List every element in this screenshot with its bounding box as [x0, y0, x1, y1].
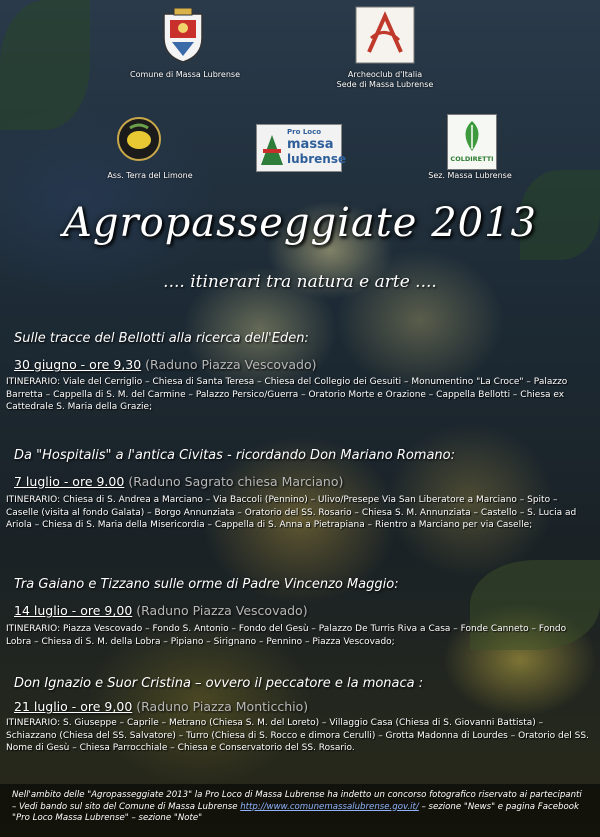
section-2-itinerary: ITINERARIO: Chiesa di S. Andrea a Marciano – Via Baccoli (Pennino) – Ulivo/Presepe Via San Liberatore a Marciano – Spito – Caselle (visita al fondo Galata) – Borgo Annunziata – Oratorio del SS. Rosario – Chiesa S. M. Annunziata – Castello – S. Lucia ad Ariola – Chiesa di S. Maria della Misericordia – Cappella di S. Anna a Pietrapiana – Rientro a Marciano per via Caselle; — [6, 495, 577, 531]
section-2-date: 7 luglio - ore 9.00 — [14, 474, 125, 489]
poster-subtitle: .... itinerari tra natura e arte .... — [163, 272, 437, 292]
footer-notice — [0, 784, 600, 837]
leaf-decoration — [0, 0, 90, 130]
archeoclub-label — [300, 70, 470, 90]
coldiretti-leaf-icon — [457, 119, 487, 153]
section-3-title: Tra Gaiano e Tizzano sulle orme di Padre Vincenzo Maggio: — [14, 577, 399, 592]
coldiretti-logo — [447, 114, 497, 170]
section-3-itinerary: ITINERARIO: Piazza Vescovado – Fondo S. Antonio – Fondo del Gesù – Palazzo De Turris Riva a Casa – Fonde Canneto – Fondo Lobra – Chiesa di S. M. della Lobra – Pipiano – Sirignano – Pennino – Piazza Vescovado; — [6, 624, 567, 647]
section-3-date-line — [14, 603, 308, 618]
footer-text-2: – sezione "News" e pagina Facebook "Pro Loco Massa Lubrense" – sezione "Note" — [12, 801, 579, 824]
comune-crest-icon — [160, 8, 206, 64]
section-3-meeting: (Raduno Piazza Vescovado) — [136, 603, 308, 618]
section-3-date: 14 luglio - ore 9,00 — [14, 603, 133, 618]
section-1-date: 30 giugno - ore 9,30 — [14, 357, 142, 372]
terra-limone-label: Ass. Terra del Limone — [107, 171, 193, 180]
section-2-title: Da "Hospitalis" a l'antica Civitas - ricordando Don Mariano Romano: — [14, 448, 456, 463]
section-1-date-line — [14, 357, 317, 372]
footer-text-1: Nell'ambito delle "Agropasseggiate 2013" la Pro Loco di Massa Lubrense ha indetto un concorso fotografico riservato ai partecipanti – Vedi bando sul sito del Comune di Massa Lubrense — [12, 790, 582, 812]
proloco-tree-icon — [259, 129, 285, 167]
poster-title: Agropasseggiate 2013 — [63, 200, 537, 246]
proloco-pro-label: Pro Loco — [287, 128, 322, 136]
archeoclub-logo-icon — [355, 6, 415, 64]
section-4-date-line — [14, 699, 308, 714]
footer-link[interactable]: http://www.comunemassalubrense.gov.it/ — [240, 801, 419, 812]
section-2-meeting: (Raduno Sagrato chiesa Marciano) — [128, 474, 344, 489]
footer-text — [12, 790, 588, 825]
section-1-title: Sulle tracce del Bellotti alla ricerca dell'Eden: — [14, 331, 309, 346]
comune-label: Comune di Massa Lubrense — [130, 70, 240, 79]
section-1-meeting: (Raduno Piazza Vescovado) — [145, 357, 317, 372]
terra-limone-logo-icon — [116, 116, 162, 162]
section-4-itinerary: ITINERARIO: S. Giuseppe – Caprile – Metrano (Chiesa S. M. del Loreto) – Villaggio Casa (Chiesa di S. Giovanni Battista) – Schiazzano (Chiesa del SS. Salvatore) – Turro (Chiesa di S. Rocco e dimora Cerulli) – Grotta Madonna di Lourdes – Oratorio del SS. Nome di Gesù – Chiesa Parrocchiale – Chiesa e Conservatorio del SS. Rosario. — [6, 718, 589, 754]
section-1-itinerary: ITINERARIO: Viale del Cerriglio – Chiesa di Santa Teresa – Chiesa del Collegio dei Gesuiti – Monumentino "La Croce" – Palazzo Barretta – Cappella di S. M. del Carmine – Palazzo Persico/Guerra – Oratorio Morte e Orazione – Cappella Bellotti – Chiesa ex Cattedrale S. Maria della Grazie; — [6, 377, 568, 413]
section-4-date: 21 luglio - ore 9,00 — [14, 699, 133, 714]
archeoclub-sede: Sede di Massa Lubrense — [336, 80, 434, 89]
section-2-date-line — [14, 474, 343, 489]
coldiretti-brand-label: COLDIRETTI — [450, 155, 494, 163]
archeoclub-name: Archeoclub d'Italia — [347, 70, 423, 79]
section-4-title: Don Ignazio e Suor Cristina – ovvero il peccatore e la monaca : — [14, 676, 424, 691]
coldiretti-label: Sez. Massa Lubrense — [428, 171, 512, 180]
proloco-logo — [256, 124, 347, 172]
proloco-lubrense-label: lubrense — [287, 152, 347, 166]
section-4-meeting: (Raduno Piazza Monticchio) — [136, 699, 309, 714]
proloco-massa-label: massa — [287, 137, 334, 152]
